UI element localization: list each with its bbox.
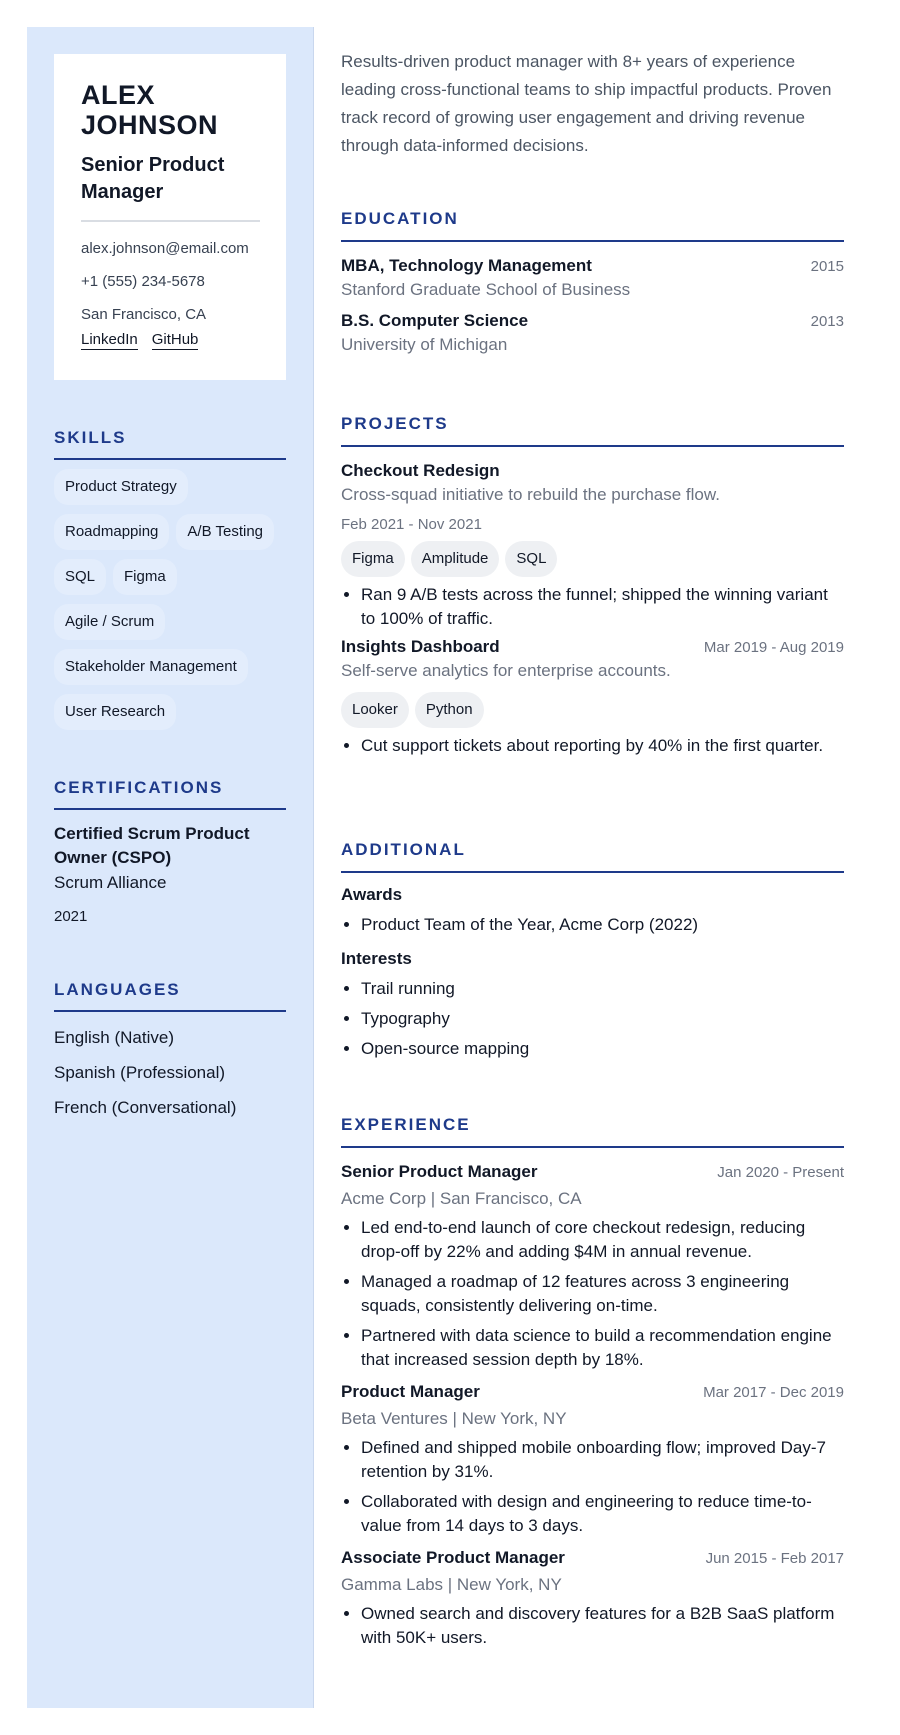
education-heading: EDUCATION	[341, 209, 844, 242]
skills-heading: SKILLS	[54, 428, 286, 460]
skill-chip: Figma	[113, 559, 177, 595]
tag: Looker	[341, 692, 409, 728]
skill-chip: Agile / Scrum	[54, 604, 165, 640]
project-name: Insights Dashboard	[341, 637, 500, 656]
cert-year: 2021	[54, 908, 88, 925]
header-card	[54, 54, 286, 380]
bullet: • Led end-to-end launch of core checkout redesign, reducing drop-off by 22% and adding $4M in annual revenue.	[361, 1216, 844, 1264]
project-bullets	[341, 734, 844, 758]
cert-name	[54, 822, 286, 870]
name-line-2: JOHNSON	[81, 110, 219, 140]
certifications-heading: CERTIFICATIONS	[54, 778, 286, 810]
experience-item	[341, 1162, 844, 1372]
company: Acme Corp | San Francisco, CA	[341, 1189, 582, 1208]
tag: Amplitude	[411, 541, 500, 577]
role: Associate Product Manager	[341, 1548, 565, 1567]
cert-name-line-1: Certified Scrum Product	[54, 824, 250, 843]
skill-chip: Product Strategy	[54, 469, 188, 505]
job-title	[81, 152, 260, 206]
project-item	[341, 637, 844, 758]
summary-section	[341, 48, 844, 160]
summary-line: Results-driven product manager with 8+ years of experience	[341, 52, 796, 71]
skill-chip: Stakeholder Management	[54, 649, 248, 685]
project-desc: Cross-squad initiative to rebuild the purchase flow.	[341, 485, 720, 504]
experience-item	[341, 1382, 844, 1538]
year: 2013	[810, 313, 844, 330]
interests-heading: Interests	[341, 949, 412, 968]
skills-section	[54, 428, 286, 739]
project-dates: Mar 2019 - Aug 2019	[703, 639, 844, 656]
projects-section	[341, 414, 844, 764]
project-tags	[341, 692, 844, 728]
awards-list	[341, 913, 844, 937]
skill-chip: A/B Testing	[176, 514, 274, 550]
interests-list	[341, 977, 844, 1061]
summary-line: leading cross-functional teams to ship impactful products. Proven	[341, 80, 832, 99]
role: Senior Product Manager	[341, 1162, 538, 1181]
languages-section	[54, 980, 286, 1125]
email: alex.johnson@email.com	[81, 240, 249, 257]
project-name: Checkout Redesign	[341, 461, 500, 480]
tag: SQL	[505, 541, 557, 577]
dates: Mar 2017 - Dec 2019	[703, 1384, 844, 1401]
projects-heading: PROJECTS	[341, 414, 844, 447]
experience-heading: EXPERIENCE	[341, 1115, 844, 1148]
summary-text	[341, 48, 844, 160]
tag: Figma	[341, 541, 405, 577]
year: 2015	[810, 258, 844, 275]
bullet: • Owned search and discovery features for a B2B SaaS platform with 50K+ users.	[361, 1602, 844, 1650]
skill-chip: SQL	[54, 559, 106, 595]
additional-section	[341, 840, 844, 1067]
skill-chip: Roadmapping	[54, 514, 169, 550]
cert-org: Scrum Alliance	[54, 873, 167, 892]
name-line-1: ALEX	[81, 80, 156, 110]
location: San Francisco, CA	[81, 306, 207, 323]
role: Product Manager	[341, 1382, 480, 1401]
education-item	[341, 256, 844, 303]
job-title-line-2: Manager	[81, 181, 164, 203]
experience-item	[341, 1548, 844, 1650]
school: University of Michigan	[341, 335, 508, 354]
dates: Jan 2020 - Present	[717, 1164, 844, 1181]
language-item: English (Native)	[54, 1028, 174, 1047]
tag: Python	[415, 692, 484, 728]
bullet: • Cut support tickets about reporting by 40% in the first quarter.	[361, 734, 844, 758]
interest-item: • Typography	[361, 1007, 844, 1031]
full-name	[81, 80, 260, 140]
education-section	[341, 209, 844, 358]
awards-heading: Awards	[341, 885, 403, 904]
bullet: • Managed a roadmap of 12 features across 3 engineering squads, consistently delivering on-time.	[361, 1270, 844, 1318]
cert-name-line-2: Owner (CSPO)	[54, 848, 172, 867]
bullet: • Ran 9 A/B tests across the funnel; shipped the winning variant to 100% of traffic.	[361, 583, 844, 631]
languages-heading: LANGUAGES	[54, 980, 286, 1012]
experience-bullets	[341, 1436, 844, 1538]
certifications-section	[54, 778, 286, 925]
project-item	[341, 461, 844, 631]
bullet: • Defined and shipped mobile onboarding flow; improved Day-7 retention by 31%.	[361, 1436, 844, 1484]
company: Gamma Labs | New York, NY	[341, 1575, 562, 1594]
phone: +1 (555) 234-5678	[81, 273, 205, 290]
interest-item: • Trail running	[361, 977, 844, 1001]
education-item	[341, 311, 844, 358]
experience-bullets	[341, 1216, 844, 1372]
project-tags	[341, 541, 844, 577]
linkedin-link[interactable]: LinkedIn	[81, 331, 138, 348]
award-item: • Product Team of the Year, Acme Corp (2022)	[361, 913, 844, 937]
summary-line: through data-informed decisions.	[341, 136, 589, 155]
company: Beta Ventures | New York, NY	[341, 1409, 567, 1428]
profile-links	[81, 331, 260, 348]
bullet: • Collaborated with design and engineering to reduce time-to-value from 14 days to 3 days.	[361, 1490, 844, 1538]
summary-line: track record of growing user engagement and driving revenue	[341, 108, 805, 127]
language-item: French (Conversational)	[54, 1098, 237, 1117]
bullet: • Partnered with data science to build a recommendation engine that increased session depth by 18%.	[361, 1324, 844, 1372]
project-desc: Self-serve analytics for enterprise accounts.	[341, 661, 671, 680]
additional-heading: ADDITIONAL	[341, 840, 844, 873]
project-bullets	[341, 583, 844, 631]
school: Stanford Graduate School of Business	[341, 280, 631, 299]
language-item: Spanish (Professional)	[54, 1063, 226, 1082]
project-dates: Feb 2021 - Nov 2021	[341, 516, 482, 533]
divider	[81, 220, 260, 222]
interest-item: • Open-source mapping	[361, 1037, 844, 1061]
experience-section	[341, 1115, 844, 1656]
skills-list	[54, 460, 286, 739]
degree: B.S. Computer Science	[341, 311, 529, 330]
degree: MBA, Technology Management	[341, 256, 592, 275]
dates: Jun 2015 - Feb 2017	[705, 1550, 844, 1567]
job-title-line-1: Senior Product	[81, 154, 225, 176]
skill-chip: User Research	[54, 694, 176, 730]
sidebar	[27, 27, 314, 1708]
github-link[interactable]: GitHub	[151, 331, 199, 348]
experience-bullets	[341, 1602, 844, 1650]
